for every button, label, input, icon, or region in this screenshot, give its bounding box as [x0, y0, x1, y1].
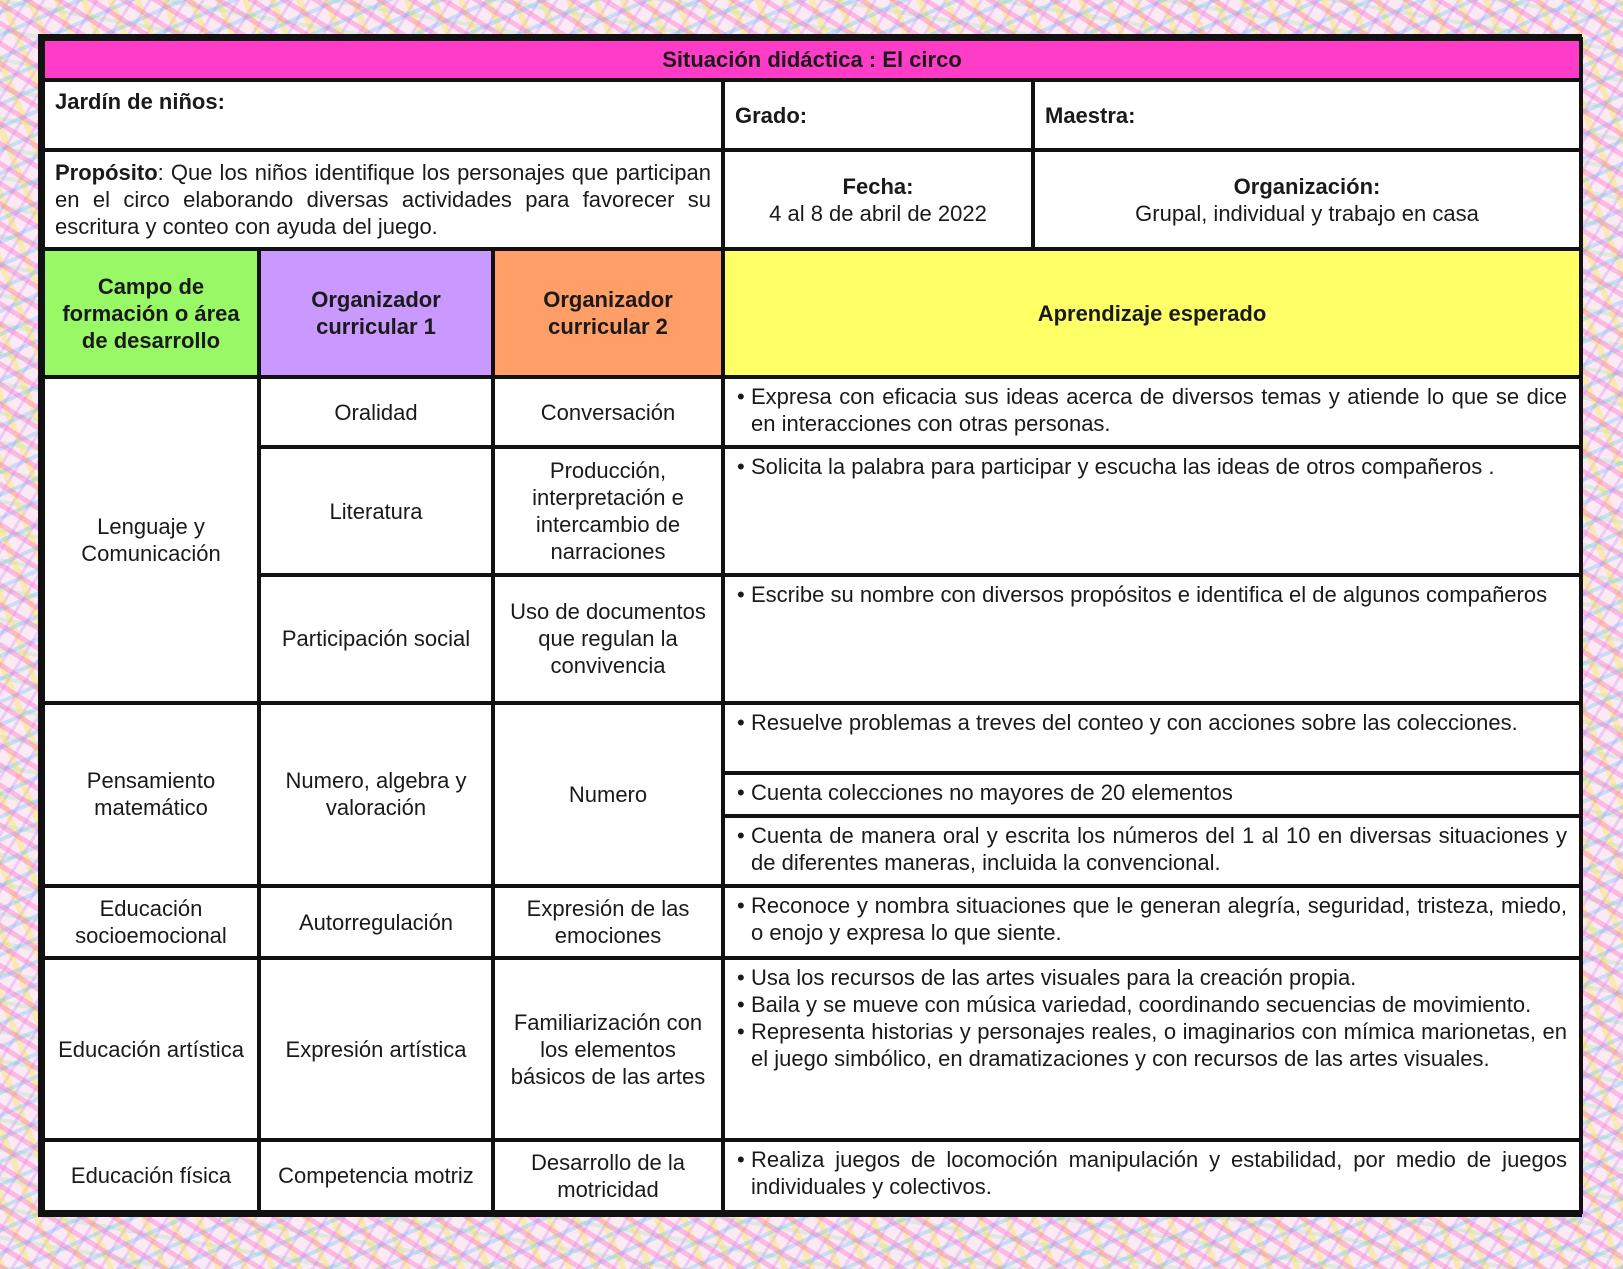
- aprendizaje-item: [737, 991, 1567, 1018]
- org1-expresion-artistica: Expresión artística: [259, 958, 493, 1139]
- bullet-icon: •: [737, 965, 745, 991]
- org2-conversacion: Conversación: [493, 377, 723, 447]
- aprendizaje-text: Cuenta colecciones no mayores de 20 elementos: [751, 779, 1233, 805]
- aprendizaje-item: [737, 709, 1567, 736]
- organizacion-label: Organización:: [1233, 173, 1381, 199]
- aprendizaje-item: [737, 1146, 1567, 1200]
- aprendizaje-item: [737, 892, 1567, 946]
- aprendizaje-item: [737, 383, 1567, 437]
- jardin-label: Jardín de niños:: [43, 80, 723, 150]
- org2-motricidad: Desarrollo de la motricidad: [493, 1140, 723, 1212]
- planning-sheet: [38, 34, 1582, 1217]
- header-org1: Organizador curricular 1: [259, 249, 493, 377]
- proposito-label: Propósito: [55, 160, 158, 186]
- org1-literatura: Literatura: [259, 447, 493, 575]
- bullet-icon: •: [737, 779, 745, 805]
- aprendizaje-cell: [723, 447, 1581, 575]
- bullet-icon: •: [737, 454, 745, 480]
- proposito-text: : Que los niños identifique los personajes que participan en el circo elaborando diversas actividades para favorecer su escritura y conteo con ayuda del juego.: [55, 160, 711, 240]
- organizacion-cell: [1033, 150, 1581, 249]
- org2-produccion: Producción, interpretación e intercambio de narraciones: [493, 447, 723, 575]
- maestra-label: Maestra:: [1033, 80, 1581, 150]
- aprendizaje-cell: [723, 575, 1581, 703]
- fecha-label: Fecha:: [842, 173, 914, 199]
- org1-competencia-motriz: Competencia motriz: [259, 1140, 493, 1212]
- aprendizaje-text: Baila y se mueve con música variedad, coordinando secuencias de movimiento.: [751, 992, 1532, 1018]
- bullet-icon: •: [737, 384, 745, 410]
- campo-lenguaje: Lenguaje y Comunicación: [43, 377, 259, 703]
- aprendizaje-item: [737, 453, 1567, 480]
- org1-oralidad: Oralidad: [259, 377, 493, 447]
- aprendizaje-text: Cuenta de manera oral y escrita los números del 1 al 10 en diversas situaciones y de diferentes maneras, incluida la convencional.: [751, 823, 1568, 876]
- campo-pensamiento: Pensamiento matemático: [43, 703, 259, 886]
- aprendizaje-cell: [723, 377, 1581, 447]
- header-org2: Organizador curricular 2: [493, 249, 723, 377]
- title-bar: Situación didáctica : El circo: [43, 39, 1581, 80]
- aprendizaje-item: [737, 822, 1567, 876]
- aprendizaje-item: [737, 1018, 1567, 1072]
- bullet-icon: •: [737, 823, 745, 849]
- header-campo: Campo de formación o área de desarrollo: [43, 249, 259, 377]
- campo-fisica: Educación física: [43, 1140, 259, 1212]
- fecha-value: 4 al 8 de abril de 2022: [769, 200, 987, 226]
- bullet-icon: •: [737, 709, 745, 735]
- aprendizaje-item: [737, 964, 1567, 991]
- aprendizaje-text: Escribe su nombre con diversos propósitos e identifica el de algunos compañeros: [751, 581, 1548, 607]
- campo-socioemocional: Educación socioemocional: [43, 886, 259, 958]
- org2-documentos: Uso de documentos que regulan la convivencia: [493, 575, 723, 703]
- aprendizaje-text: Expresa con eficacia sus ideas acerca de diversos temas y atiende lo que se dice en interacciones con otras personas.: [751, 384, 1568, 437]
- aprendizaje-cell: [723, 958, 1581, 1139]
- planning-table: [41, 37, 1583, 1214]
- aprendizaje-item: [737, 779, 1567, 806]
- aprendizaje-cell: [723, 886, 1581, 958]
- aprendizaje-item: [737, 581, 1567, 608]
- org1-participacion: Participación social: [259, 575, 493, 703]
- aprendizaje-text: Usa los recursos de las artes visuales para la creación propia.: [751, 965, 1357, 991]
- bullet-icon: •: [737, 893, 745, 919]
- grado-label: Grado:: [723, 80, 1033, 150]
- campo-artistica: Educación artística: [43, 958, 259, 1139]
- bullet-icon: •: [737, 1146, 745, 1172]
- org1-autorregulacion: Autorregulación: [259, 886, 493, 958]
- aprendizaje-text: Solicita la palabra para participar y escucha las ideas de otros compañeros .: [751, 454, 1495, 480]
- aprendizaje-cell: [723, 703, 1581, 773]
- org2-familiarizacion: Familiarización con los elementos básicos de las artes: [493, 958, 723, 1139]
- bullet-icon: •: [737, 992, 745, 1018]
- header-aprendizaje: Aprendizaje esperado: [723, 249, 1581, 377]
- org2-expresion-emociones: Expresión de las emociones: [493, 886, 723, 958]
- proposito-cell: [43, 150, 723, 249]
- aprendizaje-cell: [723, 1140, 1581, 1212]
- bullet-icon: •: [737, 1019, 745, 1045]
- organizacion-value: Grupal, individual y trabajo en casa: [1135, 200, 1479, 226]
- bullet-icon: •: [737, 581, 745, 607]
- aprendizaje-text: Realiza juegos de locomoción manipulación y estabilidad, por medio de juegos individuales y colectivos.: [751, 1146, 1568, 1199]
- aprendizaje-text: Representa historias y personajes reales, o imaginarios con mímica marionetas, en el juego simbólico, en dramatizaciones y con recursos de las artes visuales.: [751, 1019, 1568, 1072]
- aprendizaje-text: Reconoce y nombra situaciones que le generan alegría, seguridad, tristeza, miedo, o enojo y expresa lo que siente.: [751, 893, 1568, 946]
- org1-numero-algebra: Numero, algebra y valoración: [259, 703, 493, 886]
- aprendizaje-cell: [723, 816, 1581, 886]
- org2-numero: Numero: [493, 703, 723, 886]
- aprendizaje-text: Resuelve problemas a treves del conteo y con acciones sobre las colecciones.: [751, 709, 1518, 735]
- aprendizaje-cell: [723, 773, 1581, 816]
- fecha-cell: [723, 150, 1033, 249]
